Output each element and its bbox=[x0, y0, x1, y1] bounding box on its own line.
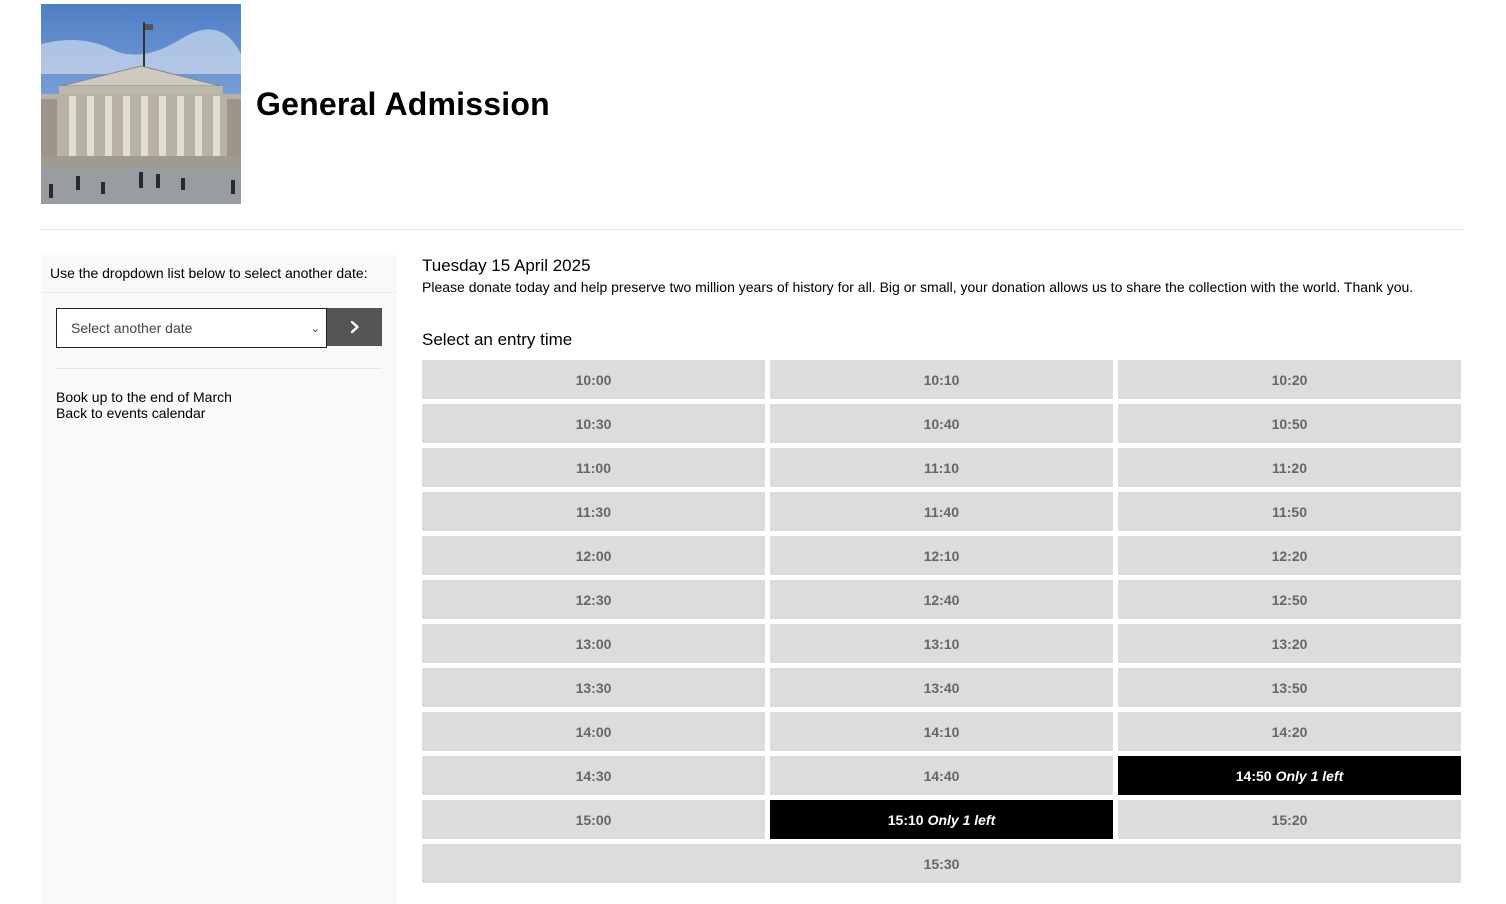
time-slot-button[interactable] bbox=[422, 404, 765, 443]
time-slot-button[interactable] bbox=[770, 756, 1113, 795]
time-slot-label: 11:30 bbox=[575, 503, 612, 520]
time-slot-label: 12:10 bbox=[923, 547, 960, 564]
time-slot-label: 13:50 bbox=[1271, 679, 1308, 696]
time-slot-button[interactable] bbox=[770, 404, 1113, 443]
sidebar-links bbox=[56, 389, 232, 421]
time-slot-label: 12:50 bbox=[1271, 591, 1308, 608]
time-slot-button[interactable] bbox=[422, 624, 765, 663]
time-slot-button[interactable] bbox=[770, 580, 1113, 619]
date-sidebar bbox=[41, 255, 397, 904]
main-content bbox=[422, 255, 1462, 872]
time-slot-label: 10:00 bbox=[575, 371, 612, 388]
time-slot-label: 11:40 bbox=[923, 503, 960, 520]
entry-time-heading: Select an entry time bbox=[422, 330, 573, 349]
time-slot-button[interactable] bbox=[1118, 800, 1461, 839]
time-slot-label: 14:50 bbox=[1235, 767, 1272, 784]
selected-date-heading: Tuesday 15 April 2025 bbox=[422, 256, 591, 275]
date-select-value: Select another date bbox=[71, 320, 193, 336]
time-slot-button[interactable] bbox=[422, 800, 765, 839]
time-slot-label: 14:10 bbox=[923, 723, 960, 740]
time-slot-label: 13:10 bbox=[923, 635, 960, 652]
time-slot-button[interactable] bbox=[1118, 536, 1461, 575]
time-slot-label: 14:40 bbox=[923, 767, 960, 784]
time-slot-label: 11:50 bbox=[1271, 503, 1308, 520]
time-slot-label: 15:10 bbox=[887, 811, 924, 828]
page-header bbox=[41, 4, 550, 204]
time-slot-button[interactable] bbox=[422, 360, 765, 399]
time-slot-button[interactable] bbox=[422, 448, 765, 487]
time-slot-label: 10:30 bbox=[575, 415, 612, 432]
time-slot-label: 14:20 bbox=[1271, 723, 1308, 740]
time-slot-button[interactable] bbox=[1118, 404, 1461, 443]
time-slot-label: 12:40 bbox=[923, 591, 960, 608]
sidebar-divider bbox=[56, 368, 382, 369]
back-to-calendar-link[interactable]: Back to events calendar bbox=[56, 405, 206, 421]
time-slot-button[interactable] bbox=[1118, 448, 1461, 487]
time-slot-button[interactable] bbox=[770, 624, 1113, 663]
availability-note: Only 1 left bbox=[927, 811, 996, 828]
time-slot-button[interactable] bbox=[422, 844, 1461, 883]
time-slot-label: 13:20 bbox=[1271, 635, 1308, 652]
time-slot-label: 15:00 bbox=[575, 811, 612, 828]
header-divider bbox=[41, 229, 1464, 230]
time-slot-button[interactable] bbox=[422, 536, 765, 575]
time-slot-label: 11:10 bbox=[923, 459, 960, 476]
time-slot-button[interactable] bbox=[422, 580, 765, 619]
date-select-dropdown[interactable] bbox=[56, 308, 327, 348]
time-slot-button[interactable] bbox=[422, 492, 765, 531]
time-slot-label: 13:00 bbox=[575, 635, 612, 652]
date-picker-row bbox=[56, 308, 382, 348]
time-slot-button[interactable] bbox=[1118, 756, 1461, 795]
date-instruction: Use the dropdown list below to select another date: bbox=[41, 255, 397, 293]
time-slot-button[interactable] bbox=[770, 668, 1113, 707]
entry-time-grid bbox=[422, 360, 1462, 883]
time-slot-label: 11:20 bbox=[1271, 459, 1308, 476]
time-slot-button[interactable] bbox=[770, 448, 1113, 487]
time-slot-button[interactable] bbox=[422, 712, 765, 751]
time-slot-label: 12:20 bbox=[1271, 547, 1308, 564]
time-slot-label: 10:50 bbox=[1271, 415, 1308, 432]
donation-message: Please donate today and help preserve two million years of history for all. Big or small, your donation allows us to share the collection with the world. Thank you. bbox=[422, 279, 1414, 295]
time-slot-button[interactable] bbox=[422, 668, 765, 707]
time-slot-button[interactable] bbox=[770, 492, 1113, 531]
time-slot-label: 15:20 bbox=[1271, 811, 1308, 828]
time-slot-button[interactable] bbox=[1118, 580, 1461, 619]
chevron-right-icon bbox=[348, 320, 362, 334]
time-slot-label: 10:40 bbox=[923, 415, 960, 432]
time-slot-label: 11:00 bbox=[575, 459, 612, 476]
time-slot-label: 12:30 bbox=[575, 591, 612, 608]
book-until-march-link[interactable]: Book up to the end of March bbox=[56, 389, 232, 405]
go-button[interactable] bbox=[327, 308, 382, 346]
time-slot-button[interactable] bbox=[770, 536, 1113, 575]
time-slot-label: 13:40 bbox=[923, 679, 960, 696]
time-slot-button[interactable] bbox=[1118, 360, 1461, 399]
time-slot-label: 14:30 bbox=[575, 767, 612, 784]
time-slot-button[interactable] bbox=[770, 800, 1113, 839]
time-slot-button[interactable] bbox=[1118, 712, 1461, 751]
page-title: General Admission bbox=[256, 85, 550, 122]
time-slot-label: 14:00 bbox=[575, 723, 612, 740]
time-slot-button[interactable] bbox=[770, 712, 1113, 751]
time-slot-label: 12:00 bbox=[575, 547, 612, 564]
availability-note: Only 1 left bbox=[1275, 767, 1344, 784]
time-slot-label: 15:30 bbox=[923, 855, 960, 872]
time-slot-label: 13:30 bbox=[575, 679, 612, 696]
time-slot-button[interactable] bbox=[770, 360, 1113, 399]
museum-building-image bbox=[41, 4, 241, 204]
time-slot-button[interactable] bbox=[1118, 668, 1461, 707]
time-slot-label: 10:20 bbox=[1271, 371, 1308, 388]
hero-image bbox=[41, 4, 241, 204]
time-slot-button[interactable] bbox=[1118, 624, 1461, 663]
time-slot-button[interactable] bbox=[1118, 492, 1461, 531]
time-slot-label: 10:10 bbox=[923, 371, 960, 388]
time-slot-button[interactable] bbox=[422, 756, 765, 795]
chevron-down-icon: ⌄ bbox=[310, 322, 320, 335]
